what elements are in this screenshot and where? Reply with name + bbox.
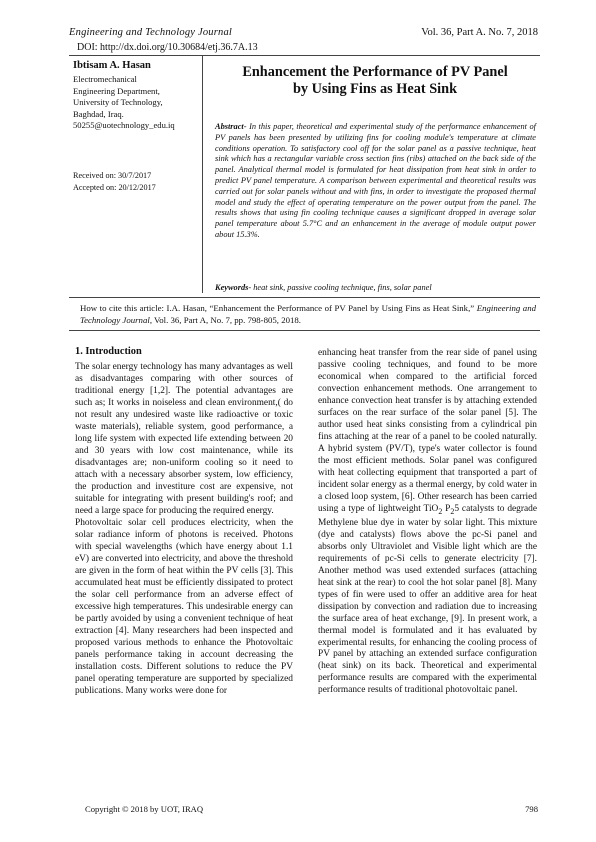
- volume-info: Vol. 36, Part A. No. 7, 2018: [421, 27, 538, 38]
- text-run: P: [442, 503, 451, 514]
- keywords-label: Keywords: [215, 283, 249, 292]
- header-rule: [69, 55, 540, 56]
- accepted-date: Accepted on: 20/12/2017: [73, 182, 156, 192]
- abstract-rule: [69, 297, 540, 298]
- dates-block: [73, 170, 213, 193]
- text-run: enhancing heat transfer from the rear side of panel using passive cooling techniques, and found to be more economical when compared to the artificial forced convection enhancement methods. One arrangement to enhance convection heat transfer is by attaching extended surfaces on the rear surface of the solar panel [5]. The author used heat sinks consisting from a cylindrical pin fins attaching at the rear of a panel to be cooled naturally. A hybrid system (PV/T), type's water collector is found the most efficient methods. Solar panel was configured with heat collecting equipment that transported a part of incident solar energy as a thermal energy, by cold water in a closed loop system, [6]. Other research has been carried using a type of lightweight TiO: [318, 348, 537, 514]
- affiliation-line: Electromechanical: [73, 74, 137, 85]
- citation: [80, 303, 536, 326]
- abstract-label: Abstract-: [215, 122, 247, 131]
- doi: DOI: http://dx.doi.org/10.30684/etj.36.7A.13: [77, 42, 258, 53]
- subscript: 2: [450, 506, 455, 516]
- author-name: Ibtisam A. Hasan: [73, 60, 151, 71]
- author-email[interactable]: 50255@uotechnology_edu.iq: [73, 120, 175, 131]
- column-divider: [202, 56, 203, 293]
- abstract-text: In this paper, theoretical and experimental study of the performance enhancement of PV panels has been presented by utilizing fins for cooling module's temperature at climate conditions operation. To satisfactory cool off for the solar panel as a passive technique, heat sink which has a rectangular variable cross section fins (ribs) attached on the back side of the panel. Analytical thermal model is formulated for heat dissipation from heat sink in order to predict PV panel temperature. A comparison between experimental and theoretical results was carried out for solar panels without and with fins, in order to investigate the proposed thermal model and study the effect of operating temperature on the power output from the panel. The results shows that using fin cooling technique causes a significant dropped in average solar panel temperature about 5.7°C and an enhancement in the average of module output power about 15.3%.: [215, 122, 536, 239]
- paragraph: [318, 348, 537, 697]
- page-number: 798: [525, 804, 538, 814]
- citation-rule: [69, 330, 540, 331]
- citation-prefix: How to cite this article: I.A. Hasan, “Enhancement the Performance of PV Panel by Using Fins as Heat Sink,”: [80, 303, 475, 313]
- footer-copyright: Copyright © 2018 by UOT, IRAQ: [85, 804, 204, 814]
- left-column: [75, 346, 293, 698]
- title-line: by Using Fins as Heat Sink: [292, 80, 458, 97]
- text-run: 5 catalysts to degrade Methylene blue dye in water by solar light. This mixture (dye and catalysts) flows above the pc-Si panel and absorbs only Ultraviolet and Visible light which are the requirements of pc-Si cells to generate electricity [7]. Another method was used extended surfaces (attaching heat sink at the rear) to cool the hot solar panel [8]. Many types of fin were used to offer an additive area for heat dissipation by convection and radiation due to increasing the surface area of heat exchange, [9]. In present work, a thermal model is formulated and it has evaluated by experimental results, for enhancing the cooling process of PV panel by attaching an extended surface configuration (heat sink) on its back. Theoretical and experimental performance results are compared with the experimental performance results of traditional photovoltaic panel.: [318, 503, 537, 696]
- paper-title: [210, 64, 540, 97]
- affiliation-line: University of Technology,: [73, 97, 163, 108]
- citation-suffix: , Vol. 36, Part A, No. 7, pp. 798-805, 2018.: [149, 314, 301, 325]
- journal-name: Engineering and Technology Journal: [69, 27, 233, 38]
- affiliation-line: Baghdad, Iraq.: [73, 108, 124, 119]
- subscript: 2: [438, 506, 443, 516]
- abstract: [215, 122, 536, 241]
- paragraph: The solar energy technology has many advantages as well as disadvantages comparing with other sources of traditional energy [1,2]. The potential advantages are such as; It works in noiseless and clean environment,( do not result any undesired waste like radioactive or toxic waste materials), reliable system, good performance, a long life system with expected life extending between 20 and 30 years with low cost maintenance, while its disadvantages are; non-uniform cooling so it need to attach with a necessary absorber system, low efficiency, the production and investiture cost are expensive, not suitable for integrating with present building's roof; and need a large space for producing the required energy.: [75, 361, 293, 516]
- received-date: Received on: 30/7/2017: [73, 171, 152, 180]
- title-line: Enhancement the Performance of PV Panel: [242, 64, 508, 80]
- keywords-text: - heat sink, passive cooling technique, fins, solar panel: [248, 283, 432, 292]
- paragraph: Photovoltaic solar cell produces electricity, when the solar radiance inform of photons is received. Photons with special wavelengths (which have energy about 1.1 eV) are converted into electricity, and above the threshold are given in the form of heat within the PV cells [3]. This accumulated heat must be efficiently dissipated to protect the solar cell performance from an adverse effect of excessive high temperatures. This undesirable energy can be partly avoided by using a convenient technique of heat extraction [4]. Many researchers had been inspected and proposed various methods to enhance the Photovoltaic panels performance taking in account decreasing the installation costs. Different solutions to reduce the PV panel operating temperature are supported by specialized publications. Many works were done for: [75, 517, 293, 696]
- citation-journal: Engineering and Technology Journal: [80, 303, 536, 325]
- affiliation-line: Engineering Department,: [73, 85, 160, 96]
- keywords: [215, 283, 536, 292]
- author-block: [73, 60, 213, 131]
- right-column: [318, 348, 537, 697]
- section-heading: 1. Introduction: [75, 346, 142, 357]
